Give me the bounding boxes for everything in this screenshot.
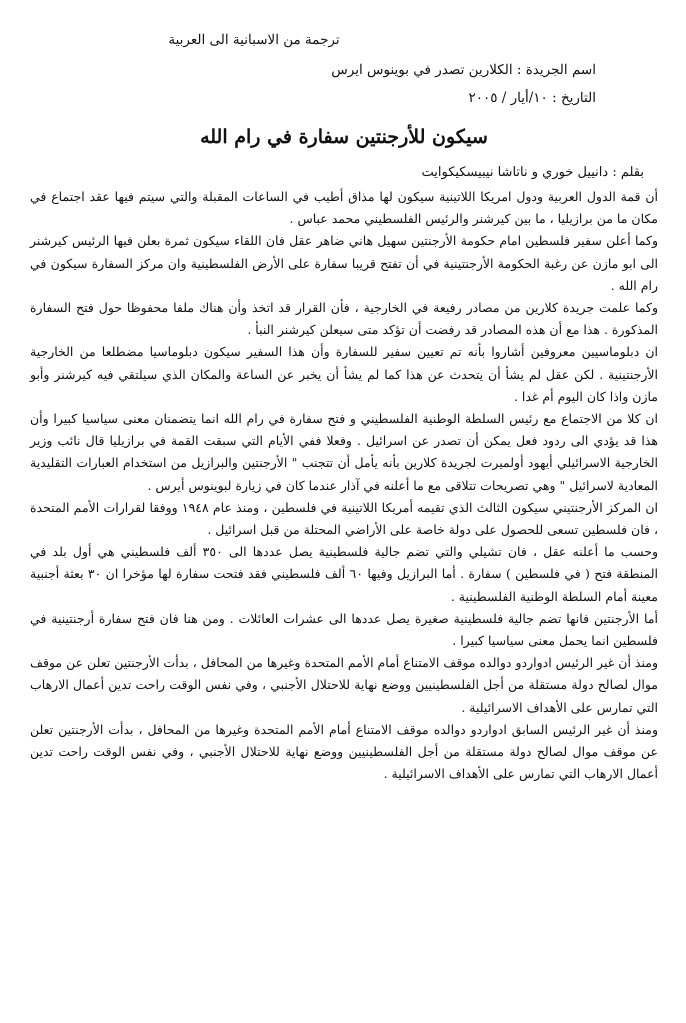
newspaper-name: اسم الجريدة : الكلارين تصدر في بوينوس ايرس	[331, 62, 596, 78]
paragraph-5: ان كلا من الاجتماع مع رئيس السلطة الوطنية الفلسطيني و فتح سفارة في رام الله انما يتضمنان معنى سياسيا كبيرا وأن هذا قد يؤدي الى ردود فعل يمكن أن تصدر عن اسرائيل . وفعلا ففي الأيام التي سبقت القمة في برازيليا قال نائب وزير الخارجية الاسرائيلي أيهود أولميرت لجريدة كلارين بأنه يأمل أن تتجنب " الأرجنتين والبرازيل من استخدام العبارات التقليدية المعادية لاسرائيل " وهي تصريحات تتلاقى مع ما أعلنه في آذار عندما كان في زيارة لبوينوس أيرس .	[30, 411, 658, 493]
paragraph-1: أن قمة الدول العربية ودول امريكا اللاتينية سيكون لها مذاق أطيب في الساعات المقبلة والتي سيتم فيها عقد اجتماع في مكان ما من برازيليا ، ما بين كيرشنر والرئيس الفلسطيني محمد عباس .	[30, 189, 658, 227]
paragraph-9: ومنذ أن غير الرئيس ادواردو دوالده موقف الامتناع أمام الأمم المتحدة وغيرها من المحافل ، بدأت الأرجنتين تعلن عن موقف موال لصالح دولة مستقلة من أجل الفلسطينيين ووضع نهاية للاحتلال الأجنبي ، وفي نفس الوقت راحت تدين أعمال الارهاب التي تمارس على الأهداف الاسرائيلية .	[30, 655, 658, 715]
paragraph-2: وكما أعلن سفير فلسطين امام حكومة الأرجنتين سهيل هاني ضاهر عقل فان اللقاء سيكون ثمرة بعلن فيها الرئيس كيرشنر الى ابو مازن عن رغبة الحكومة الأرجنتينية في أن تفتح قريبا سفارة على الأرض الفلسطينية وان مركز السفارة سيكون في رام الله .	[30, 233, 658, 293]
paragraph-4: ان دبلوماسيين معروفين أشاروا بأنه تم تعيين سفير للسفارة وأن هذا السفير سيكون دبلوماسيا مضطلعا من الخارجية الأرجنتينية . لكن عقل لم يشأ أن يتحدث عن هذا كما لم يشأ أن يخبر عن الساعة والمكان الذي سيلتقي فيه كيرشنر وأبو مازن واذا كان اليوم أم غدا .	[30, 344, 658, 404]
paragraph-3: وكما علمت جريدة كلارين من مصادر رفيعة في الخارجية ، فأن القرار قد اتخذ وأن هناك ملفا محفوظا حول فتح السفارة المذكورة . هذا مع أن هذه المصادر قد رفضت أن تؤكد متى سيعلن كيرشنر النبأ .	[30, 300, 658, 338]
article-title: سيكون للأرجنتين سفارة في رام الله	[200, 126, 488, 148]
translation-note: ترجمة من الاسبانية الى العربية	[168, 32, 340, 48]
article-byline: بقلم : دانييل خوري و ناتاشا نيبيسكيكوايت	[421, 165, 644, 180]
paragraph-10: ومنذ أن غير الرئيس السابق ادواردو دوالده موقف الامتناع أمام الأمم المتحدة وغيرها من المحافل ، بدأت الأرجنتين تعلن عن موقف موال لصالح دولة مستقلة من أجل الفلسطينيين ووضع نهاية للاحتلال الأجنبي ، وفي نفس الوقت راحت تدين أعمال الارهاب التي تمارس على الأهداف الاسرائيلية .	[30, 721, 658, 782]
article-date: التاريخ : ١٠/أيار / ٢٠٠٥	[468, 90, 596, 106]
paragraph-8: أما الأرجنتين فانها تضم جالية فلسطينية صغيرة يصل عددها الى عشرات العائلات . ومن هنا فان فتح سفارة أرجنتينية في فلسطين انما يحمل معنى سياسيا كبيرا .	[30, 610, 658, 649]
paragraph-7: وحسب ما أعلنه عقل ، فان تشيلي والتي تضم جالية فلسطينية يصل عددها الى ٣٥٠ ألف فلسطيني هي أول بلد في المنطقة فتح ( في فلسطين ) سفارة . أما البرازيل وفيها ٦٠ ألف فلسطيني فقد فتحت سفارة لها مؤخرا ان ٣٠ بعثة أجنبية معينة أمام السلطة الوطنية الفلسطينية .	[30, 544, 658, 604]
paragraph-6: ان المركز الأرجنتيني سيكون الثالث الذي تقيمه أمريكا اللاتينية في فلسطين ، ومنذ عام ١٩٤٨ ووفقا لقرارات الأمم المتحدة ، فان فلسطين تسعى للحصول على دولة خاصة على الأراضي المحتلة من قبل اسرائيل .	[30, 499, 658, 538]
